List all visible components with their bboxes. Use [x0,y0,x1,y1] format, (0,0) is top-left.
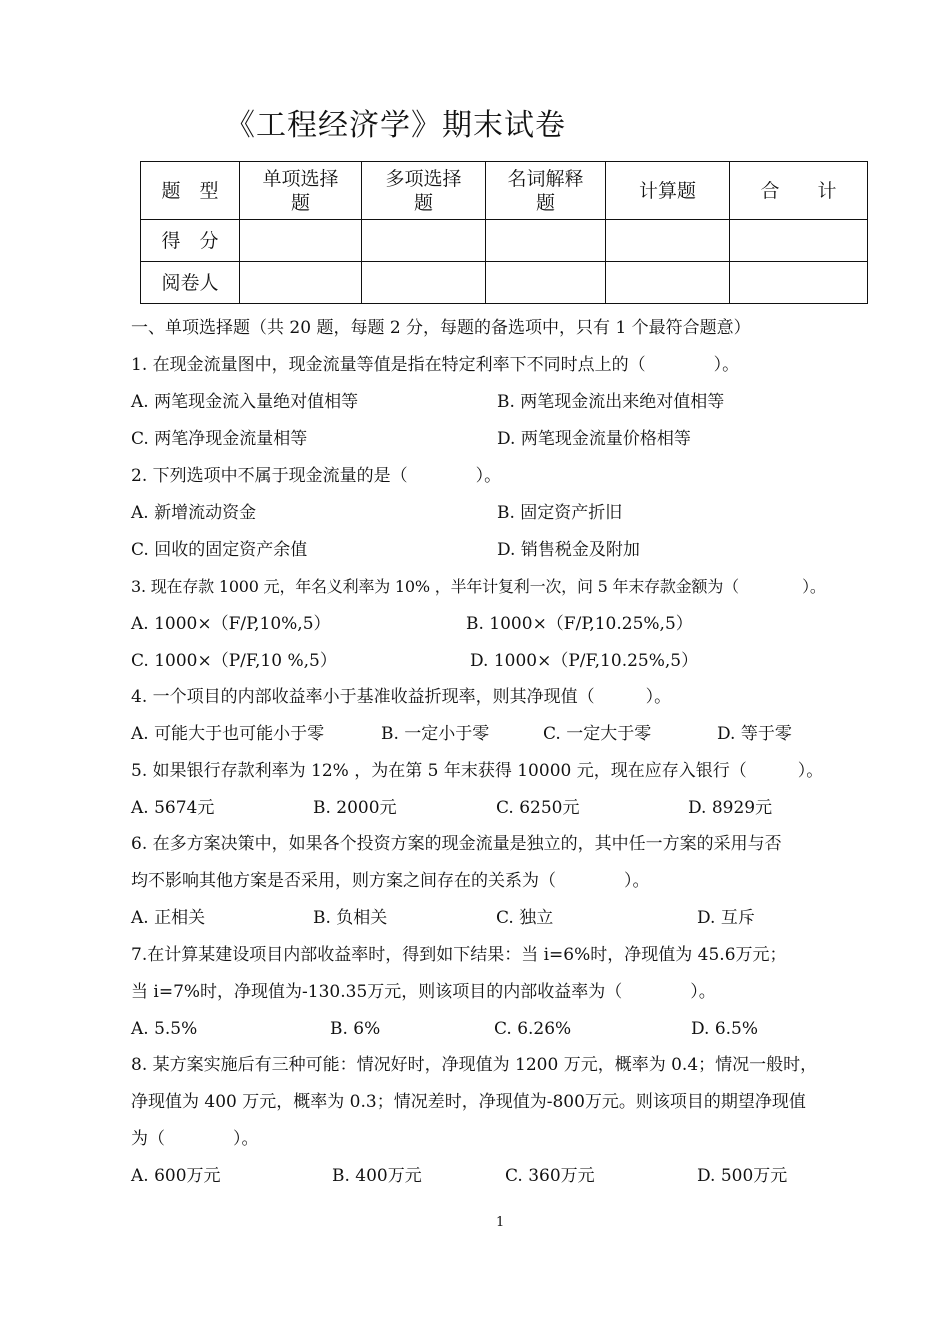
question-3-option-c: C. 1000×（P/F,10 %,5） [131,651,337,671]
score-row [141,220,868,262]
question-8-option-c: C. 360万元 [505,1166,595,1186]
question-8-stem-line-2: 净现值为 400 万元，概率为 0.3；情况差时，净现值为-800万元。则该项目的期望净现值 [131,1092,806,1112]
question-1-option-d: D. 两笔现金流量价格相等 [497,429,691,449]
question-7-option-c: C. 6.26% [494,1019,572,1039]
exam-title: 《工程经济学》期末试卷 [225,108,566,143]
question-6-stem-line-2: 均不影响其他方案是否采用，则方案之间存在的关系为（ ）。 [131,871,650,891]
question-8-option-d: D. 500万元 [697,1166,788,1186]
question-5-option-d: D. 8929元 [688,798,773,818]
grader-cell [486,262,606,304]
question-5-option-a: A. 5674元 [131,798,215,818]
question-8-stem-line-1: 8. 某方案实施后有三种可能：情况好时，净现值为 1200 万元，概率为 0.4；情况一般时， [131,1055,818,1075]
header-multiple-choice-text: 多项选择 题 [385,167,462,214]
question-6-option-d: D. 互斥 [697,908,755,928]
score-table [140,161,868,304]
section-heading: 一、单项选择题（共 20 题，每题 2 分，每题的备选项中，只有 1 个最符合题意） [131,318,751,338]
question-4-stem: 4. 一个项目的内部收益率小于基准收益折现率，则其净现值（ ）。 [131,687,672,707]
header-term-explanation [486,162,606,220]
grader-row-label: 阅卷人 [141,262,240,304]
question-6-stem-line-1: 6. 在多方案决策中，如果各个投资方案的现金流量是独立的，其中任一方案的采用与否 [131,834,782,854]
question-2-option-b: B. 固定资产折旧 [497,503,623,523]
question-4-option-d: D. 等于零 [717,724,792,744]
question-1-option-b: B. 两笔现金流出来绝对值相等 [497,392,725,412]
question-4-option-b: B. 一定小于零 [381,724,490,744]
grader-row [141,262,868,304]
score-cell [606,220,730,262]
header-single-choice-text: 单项选择 题 [262,167,339,214]
score-cell [486,220,606,262]
question-3-option-d: D. 1000×（P/F,10.25%,5） [470,651,699,671]
question-3-option-b: B. 1000×（F/P,10.25%,5） [466,614,693,634]
question-4-option-a: A. 可能大于也可能小于零 [131,724,325,744]
score-cell [730,220,868,262]
score-cell [240,220,362,262]
question-5-option-c: C. 6250元 [496,798,580,818]
question-4-option-c: C. 一定大于零 [543,724,652,744]
score-table-header-row [141,162,868,220]
header-multiple-choice [362,162,486,220]
question-8-option-b: B. 400万元 [332,1166,422,1186]
question-7-stem-line-2: 当 i=7%时，净现值为-130.35万元，则该项目的内部收益率为（ ）。 [131,982,716,1002]
question-7-option-b: B. 6% [330,1019,381,1039]
question-3-stem: 3. 现在存款 1000 元，年名义利率为 10% ，半年计复利一次，问 5 年末存款金额为（ ）。 [131,577,826,596]
question-2-stem: 2. 下列选项中不属于现金流量的是（ ）。 [131,466,502,486]
question-6-option-a: A. 正相关 [131,908,206,928]
grader-cell [730,262,868,304]
question-2-option-c: C. 回收的固定资产余值 [131,540,308,560]
header-single-choice [240,162,362,220]
header-total: 合 计 [730,162,868,220]
question-1-option-c: C. 两笔净现金流量相等 [131,429,308,449]
header-calculation: 计算题 [606,162,730,220]
page-number: 1 [496,1215,505,1230]
question-7-option-a: A. 5.5% [131,1019,198,1039]
question-3-option-a: A. 1000×（F/P,10%,5） [131,614,331,634]
question-7-option-d: D. 6.5% [691,1019,759,1039]
question-6-option-b: B. 负相关 [313,908,388,928]
question-6-option-c: C. 独立 [496,908,554,928]
grader-cell [362,262,486,304]
header-term-explanation-text: 名词解释 题 [507,167,584,214]
question-7-stem-line-1: 7.在计算某建设项目内部收益率时，得到如下结果：当 i=6%时，净现值为 45.6万元； [131,945,787,965]
question-1-option-a: A. 两笔现金流入量绝对值相等 [131,392,359,412]
question-2-option-d: D. 销售税金及附加 [497,540,640,560]
question-2-option-a: A. 新增流动资金 [131,503,257,523]
header-question-type: 题 型 [141,162,240,220]
question-8-option-a: A. 600万元 [131,1166,221,1186]
score-row-label: 得 分 [141,220,240,262]
score-cell [362,220,486,262]
question-5-stem: 5. 如果银行存款利率为 12% ，为在第 5 年末获得 10000 元，现在应存入银行（ ）。 [131,761,824,781]
grader-cell [240,262,362,304]
question-8-stem-line-3: 为（ ）。 [131,1129,259,1149]
grader-cell [606,262,730,304]
question-1-stem: 1. 在现金流量图中，现金流量等值是指在特定利率下不同时点上的（ ）。 [131,355,740,375]
question-5-option-b: B. 2000元 [313,798,397,818]
